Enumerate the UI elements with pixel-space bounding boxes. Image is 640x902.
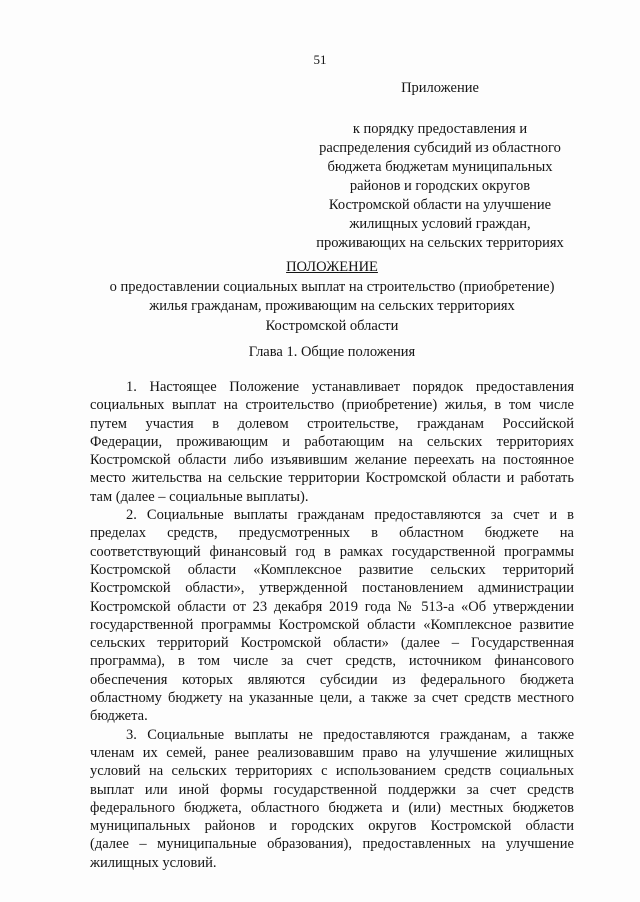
text-line: соответствующий финансовый год в рамках государственной программы [90, 543, 574, 560]
text-line: государственной программы Костромской области «Комплексное развитие [90, 616, 574, 633]
appendix-line: распределения субсидий из областного [319, 140, 561, 156]
document-subtitle-line: о предоставлении социальных выплат на строительство (приобретение) [109, 278, 555, 295]
text-line: условий на сельских территориях с использованием средств социальных [90, 763, 574, 780]
appendix-line: районов и городских округов [349, 178, 531, 194]
document-subtitle-line: жилья гражданам, проживающим на сельских территориях [149, 298, 515, 314]
document-heading: ПОЛОЖЕНИЕ [286, 259, 378, 275]
appendix-line: жилищных условий граждан, [349, 216, 531, 232]
appendix-reference [290, 120, 590, 253]
paragraph-3 [90, 726, 574, 872]
paragraph-2 [90, 506, 574, 726]
text-line: пределах средств, предусмотренных в областном бюджете на [90, 525, 574, 542]
body-text [90, 378, 574, 872]
appendix-line: Костромской области на улучшение [328, 197, 552, 213]
text-line: там (далее – социальные выплаты). [90, 488, 309, 505]
text-line: (далее – муниципальные образования), предоставленных на улучшение [90, 836, 574, 853]
text-line: Костромской области», утвержденной постановлением администрации [90, 580, 574, 597]
appendix-line: проживающих на сельских территориях [316, 235, 564, 251]
text-line: обеспечения которых являются субсидии из федерального бюджета [90, 671, 574, 688]
text-line: Костромской области «Комплексное развитие сельских территорий [90, 561, 574, 578]
text-line: Костромской области от 23 декабря 2019 года № 513-а «Об утверждении [90, 598, 574, 615]
text-line: федерального бюджета, областного бюджета и (или) местных бюджетов [90, 799, 574, 816]
page-number: 51 [313, 52, 327, 67]
text-line: 3. Социальные выплаты не предоставляются гражданам, а также [126, 726, 574, 743]
document-subtitle-line: Костромской области [265, 317, 399, 334]
text-line: муниципальных районов и городских округов Костромской области [90, 818, 574, 835]
text-line: Костромской области либо изъявившим желание переехать на постоянное [90, 452, 574, 469]
text-line: жилищных условий. [90, 854, 217, 871]
text-line: 2. Социальные выплаты гражданам предоставляются за счет и в [126, 507, 574, 524]
text-line: социальных выплат на строительство (приобретение) жилья, в том числе [90, 397, 574, 414]
text-line: 1. Настоящее Положение устанавливает порядок предоставления [126, 379, 574, 395]
text-line: программа), в том числе за счет средств, источником финансового [90, 653, 574, 670]
document-title [0, 258, 640, 336]
text-line: сельских территорий Костромской области» (далее – Государственная [90, 635, 574, 652]
text-line: областному бюджету на указанные цели, а также за счет средств местного [90, 690, 574, 707]
text-line: членам их семей, ранее реализовавшим право на улучшение жилищных [90, 744, 574, 761]
text-line: Федерации, проживающим и работающим на сельских территориях [90, 433, 574, 450]
text-line: выплат или иной формы государственной поддержки за счет средств [90, 781, 574, 798]
text-line: путем участия в долевом строительстве, гражданам Российской [90, 415, 574, 432]
chapter-heading: Глава 1. Общие положения [248, 344, 416, 360]
paragraph-1 [90, 378, 574, 506]
text-line: бюджета. [90, 708, 148, 725]
appendix-line: бюджета бюджетам муниципальных [327, 159, 553, 175]
appendix-line: к порядку предоставления и [352, 121, 528, 137]
appendix-title: Приложение [401, 80, 479, 96]
text-line: место жительства на сельские территории Костромской области и работать [90, 470, 574, 487]
